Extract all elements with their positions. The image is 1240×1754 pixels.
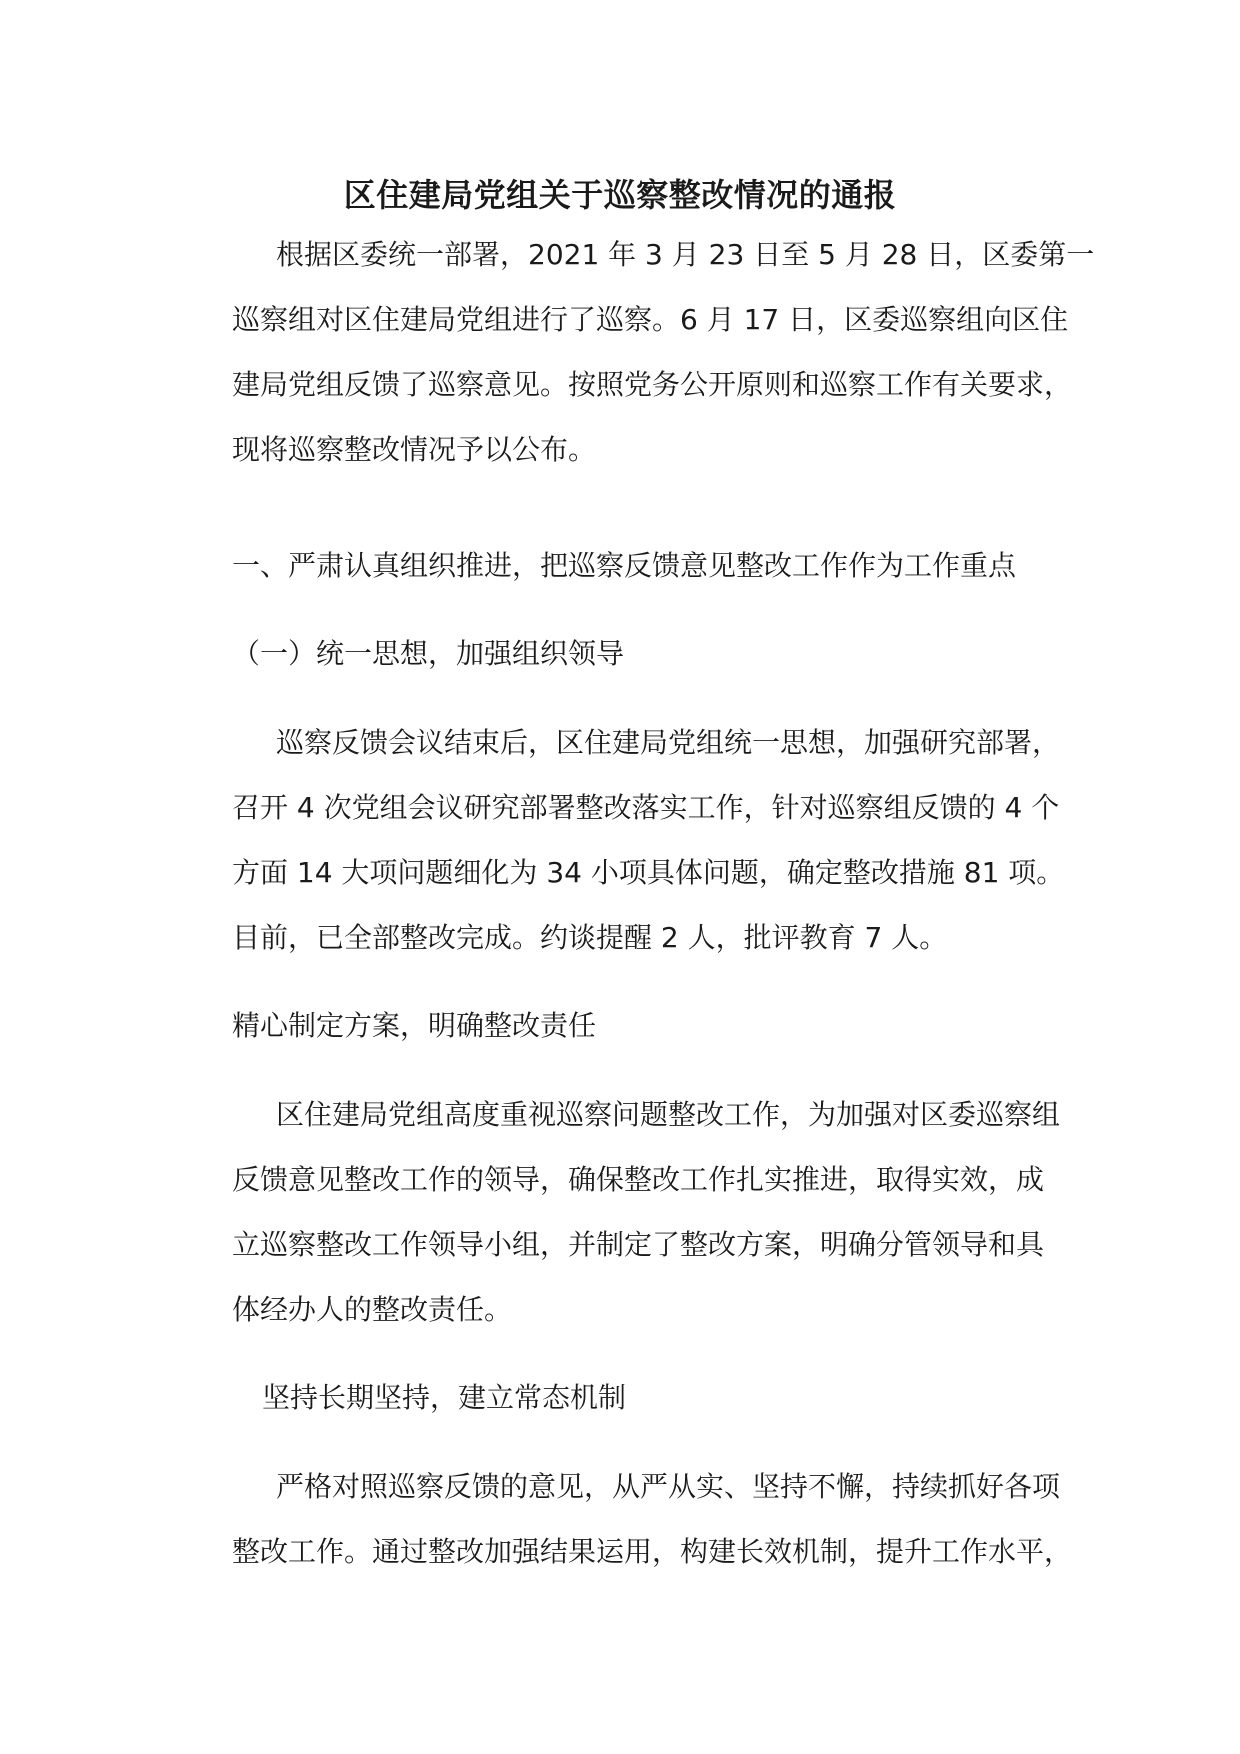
intro-line: 现将巡察整改情况予以公布。 — [232, 433, 597, 466]
intro-line: 巡察组对区住建局党组进行了巡察。6 月 17 日，区委巡察组向区住 — [232, 303, 1069, 336]
subsection-2-line: 反馈意见整改工作的领导，确保整改工作扎实推进，取得实效，成 — [232, 1163, 1045, 1196]
subsection-1-line: 巡察反馈会议结束后，区住建局党组统一思想，加强研究部署， — [276, 726, 1061, 759]
subsection-2-line: 体经办人的整改责任。 — [232, 1293, 513, 1326]
subsection-1-heading: （一）统一思想，加强组织领导 — [232, 637, 625, 670]
subsection-1-paragraph — [188, 710, 1065, 970]
subsection-2-paragraph — [188, 1082, 1061, 1342]
subsection-2-line: 立巡察整改工作领导小组，并制定了整改方案，明确分管领导和具 — [232, 1228, 1045, 1261]
subsection-1-line: 目前，已全部整改完成。约谈提醒 2 人，批评教育 7 人。 — [232, 921, 948, 954]
subsection-3-paragraph — [188, 1454, 1073, 1584]
subsection-2-line: 区住建局党组高度重视巡察问题整改工作，为加强对区委巡察组 — [276, 1098, 1061, 1131]
subsection-3-line: 整改工作。通过整改加强结果运用，构建长效机制，提升工作水平， — [232, 1535, 1073, 1568]
intro-line: 根据区委统一部署，2021 年 3 月 23 日至 5 月 28 日，区委第一 — [276, 238, 1095, 271]
subsection-1-line: 召开 4 次党组会议研究部署整改落实工作，针对巡察组反馈的 4 个 — [232, 791, 1060, 824]
section-1-heading: 一、严肃认真组织推进，把巡察反馈意见整改工作作为工作重点 — [232, 549, 1017, 582]
intro-paragraph — [188, 222, 1095, 482]
subsection-3-line: 严格对照巡察反馈的意见，从严从实、坚持不懈，持续抓好各项 — [276, 1470, 1061, 1503]
document-title: 区住建局党组关于巡察整改情况的通报 — [343, 176, 897, 214]
intro-line: 建局党组反馈了巡察意见。按照党务公开原则和巡察工作有关要求， — [232, 368, 1073, 401]
subsection-3-heading: 坚持长期坚持，建立常态机制 — [262, 1381, 627, 1414]
subsection-1-line: 方面 14 大项问题细化为 34 小项具体问题，确定整改措施 81 项。 — [232, 856, 1065, 889]
subsection-2-heading: 精心制定方案，明确整改责任 — [232, 1009, 597, 1042]
